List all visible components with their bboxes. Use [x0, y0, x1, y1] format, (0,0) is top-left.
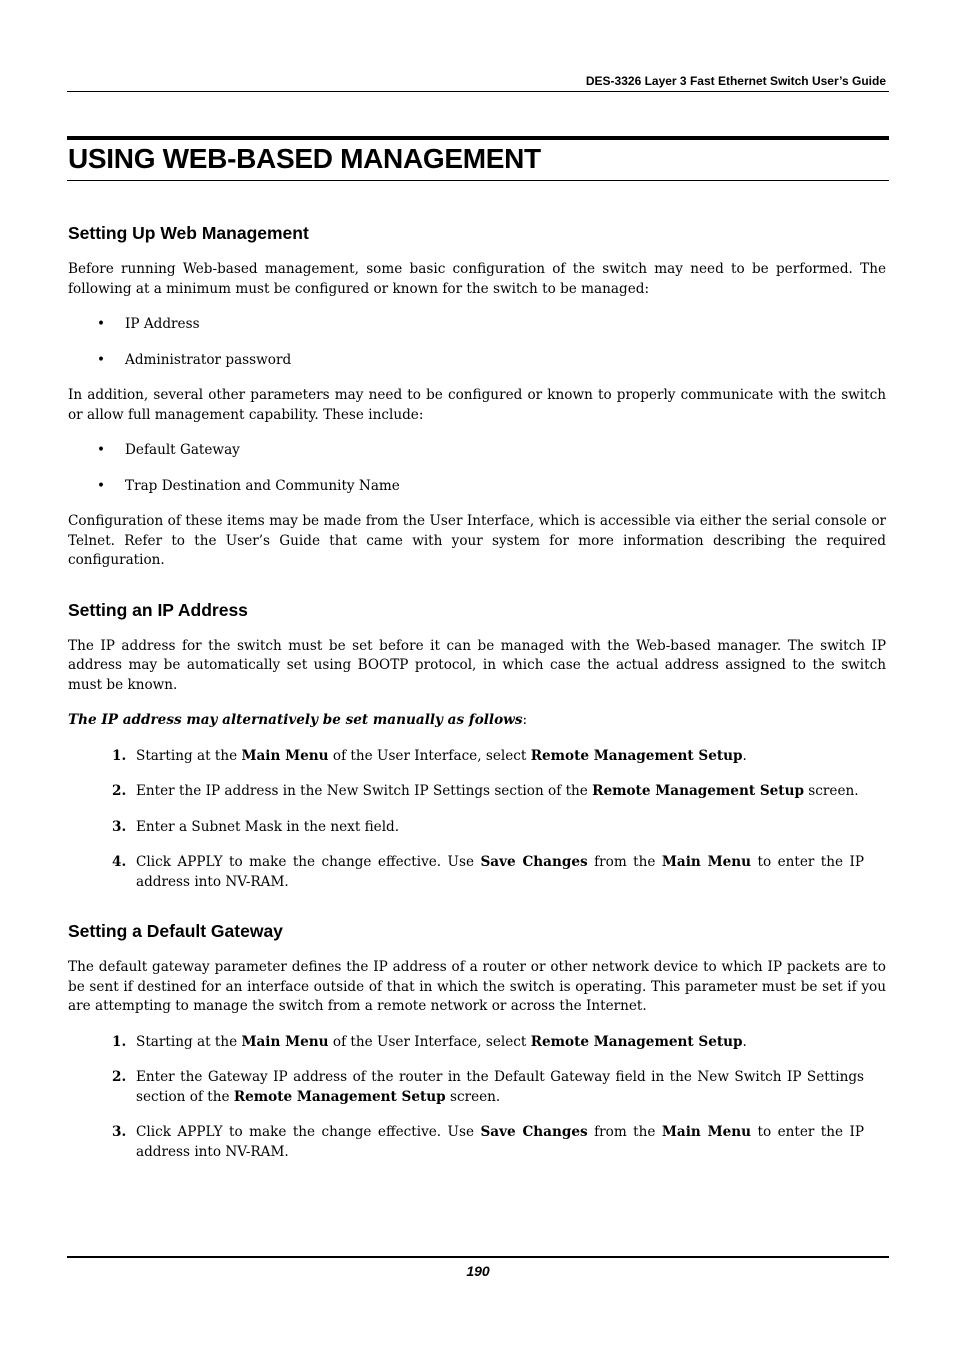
step-item: 3. Enter a Subnet Mask in the next field.: [112, 818, 400, 835]
bullet-list: [68, 441, 886, 496]
running-header: DES-3326 Layer 3 Fast Ethernet Switch User’s Guide: [585, 74, 886, 88]
paragraph: The default gateway parameter defines the IP address of a router or other network device to which IP packets are to be sent if destined for an interface outside of that in which the switch is operating. This parameter must be set if you are attempting to manage the switch from a remote network or across the Internet.: [68, 959, 886, 1014]
list-item: • Default Gateway: [68, 441, 886, 461]
step-item: 4. Click APPLY to make the change effective. Use Save Changes from the Main Menu to enter the IP address into NV-RAM.: [112, 854, 865, 890]
paragraph: Configuration of these items may be made from the User Interface, which is accessible via either the serial console or Telnet. Refer to the User’s Guide that came with your system for more information describing the required configuration.: [68, 513, 886, 568]
paragraph: In addition, several other parameters may need to be configured or known to properly communicate with the switch or allow full management capability. These include:: [68, 387, 886, 423]
section-heading-web-management: Setting Up Web Management: [68, 223, 309, 243]
page-number: 190: [466, 1263, 490, 1279]
steps-list: [68, 1033, 886, 1163]
step-item: 2. Enter the Gateway IP address of the router in the Default Gateway field in the New Switch IP Settings section of the Remote Management Setup screen.: [112, 1069, 864, 1105]
section-heading-ip-address: Setting an IP Address: [68, 599, 248, 620]
bullet-icon: •: [97, 351, 106, 368]
section-heading-default-gateway: Setting a Default Gateway: [68, 921, 283, 941]
document-body: [68, 222, 886, 1178]
list-item: • IP Address: [68, 315, 886, 335]
title-bottom-rule: [67, 180, 889, 181]
header-rule: [67, 91, 889, 92]
bullet-icon: •: [97, 442, 106, 458]
note-line: The IP address may alternatively be set manually as follows:: [68, 712, 528, 728]
footer-rule: [67, 1256, 889, 1258]
paragraph: The IP address for the switch must be set before it can be managed with the Web-based manager. The switch IP address may be automatically set using BOOTP protocol, in which case the actual address assigned to the switch must be known.: [68, 637, 886, 693]
step-item: 3. Click APPLY to make the change effective. Use Save Changes from the Main Menu to enter the IP address into NV-RAM.: [112, 1124, 865, 1160]
bullet-icon: •: [97, 316, 106, 332]
page-title: USING WEB-BASED MANAGEMENT: [68, 143, 541, 174]
bullet-list: [68, 315, 886, 370]
title-top-bar: [67, 136, 889, 140]
step-item: 1. Starting at the Main Menu of the User Interface, select Remote Management Setup.: [112, 747, 747, 764]
list-item: • Administrator password: [68, 351, 886, 371]
bullet-icon: •: [97, 477, 106, 494]
step-item: 2. Enter the IP address in the New Switch IP Settings section of the Remote Management Setup screen.: [112, 783, 859, 799]
paragraph: Before running Web-based management, some basic configuration of the switch may need to be performed. The following at a minimum must be configured or known for the switch to be managed:: [68, 261, 886, 297]
list-item: • Trap Destination and Community Name: [68, 477, 886, 497]
steps-list: [68, 747, 886, 893]
step-item: 1. Starting at the Main Menu of the User Interface, select Remote Management Setup.: [112, 1033, 747, 1050]
